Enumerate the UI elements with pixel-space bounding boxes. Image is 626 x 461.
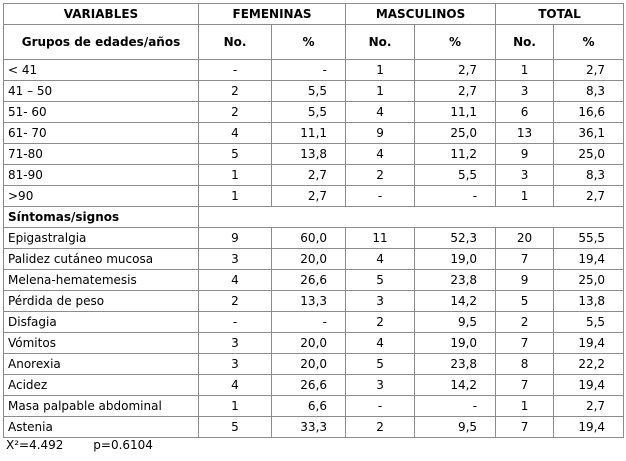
female-percent: 33,3 xyxy=(272,417,346,438)
female-count: 1 xyxy=(199,165,272,186)
symptom-body xyxy=(4,228,624,438)
section-body xyxy=(4,207,624,228)
male-count: 4 xyxy=(346,249,415,270)
total-count: 1 xyxy=(496,396,554,417)
row-label: Masa palpable abdominal xyxy=(4,396,199,417)
male-percent: 2,7 xyxy=(415,60,496,81)
section-gap xyxy=(199,207,624,228)
male-percent: 23,8 xyxy=(415,354,496,375)
female-count: 5 xyxy=(199,144,272,165)
data-table xyxy=(3,3,624,438)
male-percent: - xyxy=(415,396,496,417)
header-age-group: Grupos de edades/años xyxy=(4,25,199,60)
total-percent: 22,2 xyxy=(554,354,624,375)
total-count: 3 xyxy=(496,81,554,102)
total-percent: 36,1 xyxy=(554,123,624,144)
female-percent: 26,6 xyxy=(272,270,346,291)
female-count: - xyxy=(199,312,272,333)
male-count: 1 xyxy=(346,81,415,102)
section-label: Síntomas/signos xyxy=(4,207,199,228)
total-percent: 2,7 xyxy=(554,60,624,81)
row-label: < 41 xyxy=(4,60,199,81)
total-percent: 19,4 xyxy=(554,375,624,396)
female-count: 1 xyxy=(199,186,272,207)
row-label: >90 xyxy=(4,186,199,207)
female-percent: 2,7 xyxy=(272,165,346,186)
female-count: 3 xyxy=(199,354,272,375)
female-count: 3 xyxy=(199,333,272,354)
header-masculinos: MASCULINOS xyxy=(346,4,496,25)
male-count: 2 xyxy=(346,312,415,333)
total-count: 3 xyxy=(496,165,554,186)
section-row xyxy=(4,207,624,228)
male-count: 4 xyxy=(346,333,415,354)
table-row xyxy=(4,417,624,438)
male-count: 2 xyxy=(346,417,415,438)
female-count: 2 xyxy=(199,81,272,102)
male-percent: 52,3 xyxy=(415,228,496,249)
total-count: 8 xyxy=(496,354,554,375)
table-row xyxy=(4,375,624,396)
total-percent: 55,5 xyxy=(554,228,624,249)
table-row xyxy=(4,81,624,102)
female-count: 2 xyxy=(199,291,272,312)
total-count: 1 xyxy=(496,186,554,207)
female-percent: 60,0 xyxy=(272,228,346,249)
chi-square-value: X²=4.492 xyxy=(6,438,64,452)
female-percent: 13,3 xyxy=(272,291,346,312)
table-row xyxy=(4,60,624,81)
row-label: Disfagia xyxy=(4,312,199,333)
total-percent: 2,7 xyxy=(554,396,624,417)
male-percent: - xyxy=(415,186,496,207)
female-count: 2 xyxy=(199,102,272,123)
header-m-no: No. xyxy=(346,25,415,60)
table-row xyxy=(4,102,624,123)
total-count: 7 xyxy=(496,249,554,270)
total-count: 13 xyxy=(496,123,554,144)
table-row xyxy=(4,291,624,312)
row-label: Vómitos xyxy=(4,333,199,354)
female-percent: 13,8 xyxy=(272,144,346,165)
female-percent: 20,0 xyxy=(272,354,346,375)
table-row xyxy=(4,165,624,186)
male-percent: 23,8 xyxy=(415,270,496,291)
table-row xyxy=(4,312,624,333)
male-count: 3 xyxy=(346,375,415,396)
total-count: 9 xyxy=(496,270,554,291)
header-m-pct: % xyxy=(415,25,496,60)
table-row xyxy=(4,270,624,291)
header-f-pct: % xyxy=(272,25,346,60)
header-t-pct: % xyxy=(554,25,624,60)
female-count: 4 xyxy=(199,270,272,291)
total-percent: 25,0 xyxy=(554,270,624,291)
female-percent: - xyxy=(272,60,346,81)
male-percent: 2,7 xyxy=(415,81,496,102)
total-count: 2 xyxy=(496,312,554,333)
male-percent: 19,0 xyxy=(415,333,496,354)
male-count: - xyxy=(346,396,415,417)
total-percent: 5,5 xyxy=(554,312,624,333)
female-percent: 5,5 xyxy=(272,81,346,102)
total-percent: 19,4 xyxy=(554,417,624,438)
female-count: 1 xyxy=(199,396,272,417)
header-t-no: No. xyxy=(496,25,554,60)
male-percent: 19,0 xyxy=(415,249,496,270)
female-percent: 20,0 xyxy=(272,249,346,270)
age-group-body xyxy=(4,60,624,207)
total-percent: 16,6 xyxy=(554,102,624,123)
header-f-no: No. xyxy=(199,25,272,60)
male-percent: 11,2 xyxy=(415,144,496,165)
table-row xyxy=(4,144,624,165)
male-count: - xyxy=(346,186,415,207)
male-percent: 9,5 xyxy=(415,312,496,333)
header-row-groups xyxy=(4,4,624,25)
row-label: Palidez cutáneo mucosa xyxy=(4,249,199,270)
table-row xyxy=(4,354,624,375)
male-percent: 25,0 xyxy=(415,123,496,144)
female-count: 9 xyxy=(199,228,272,249)
header-total: TOTAL xyxy=(496,4,624,25)
total-percent: 8,3 xyxy=(554,165,624,186)
row-label: Anorexia xyxy=(4,354,199,375)
female-percent: 6,6 xyxy=(272,396,346,417)
female-count: 4 xyxy=(199,123,272,144)
stats-footer xyxy=(6,438,179,452)
male-count: 3 xyxy=(346,291,415,312)
table-row xyxy=(4,228,624,249)
total-percent: 19,4 xyxy=(554,333,624,354)
male-percent: 11,1 xyxy=(415,102,496,123)
table-row xyxy=(4,249,624,270)
male-count: 1 xyxy=(346,60,415,81)
row-label: 71-80 xyxy=(4,144,199,165)
total-count: 7 xyxy=(496,375,554,396)
table-row xyxy=(4,333,624,354)
table-row xyxy=(4,396,624,417)
female-percent: - xyxy=(272,312,346,333)
female-count: - xyxy=(199,60,272,81)
female-percent: 11,1 xyxy=(272,123,346,144)
row-label: 41 – 50 xyxy=(4,81,199,102)
row-label: Pérdida de peso xyxy=(4,291,199,312)
header-row-columns xyxy=(4,25,624,60)
total-percent: 8,3 xyxy=(554,81,624,102)
row-label: Melena-hematemesis xyxy=(4,270,199,291)
p-value: p=0.6104 xyxy=(93,438,153,452)
total-count: 1 xyxy=(496,60,554,81)
male-percent: 9,5 xyxy=(415,417,496,438)
total-percent: 25,0 xyxy=(554,144,624,165)
row-label: 51- 60 xyxy=(4,102,199,123)
total-count: 20 xyxy=(496,228,554,249)
total-percent: 19,4 xyxy=(554,249,624,270)
total-count: 5 xyxy=(496,291,554,312)
male-percent: 5,5 xyxy=(415,165,496,186)
male-count: 5 xyxy=(346,354,415,375)
table-row xyxy=(4,186,624,207)
male-count: 4 xyxy=(346,144,415,165)
row-label: Astenia xyxy=(4,417,199,438)
female-count: 3 xyxy=(199,249,272,270)
total-count: 6 xyxy=(496,102,554,123)
total-count: 7 xyxy=(496,333,554,354)
row-label: Epigastralgia xyxy=(4,228,199,249)
header-femeninas: FEMENINAS xyxy=(199,4,346,25)
row-label: 81-90 xyxy=(4,165,199,186)
male-count: 4 xyxy=(346,102,415,123)
table-row xyxy=(4,123,624,144)
female-percent: 20,0 xyxy=(272,333,346,354)
female-percent: 26,6 xyxy=(272,375,346,396)
male-count: 9 xyxy=(346,123,415,144)
male-count: 11 xyxy=(346,228,415,249)
total-count: 7 xyxy=(496,417,554,438)
male-count: 2 xyxy=(346,165,415,186)
female-count: 4 xyxy=(199,375,272,396)
male-count: 5 xyxy=(346,270,415,291)
header-variables: VARIABLES xyxy=(4,4,199,25)
row-label: Acidez xyxy=(4,375,199,396)
total-percent: 13,8 xyxy=(554,291,624,312)
data-table-container xyxy=(3,3,623,438)
male-percent: 14,2 xyxy=(415,375,496,396)
female-count: 5 xyxy=(199,417,272,438)
female-percent: 5,5 xyxy=(272,102,346,123)
male-percent: 14,2 xyxy=(415,291,496,312)
total-percent: 2,7 xyxy=(554,186,624,207)
row-label: 61- 70 xyxy=(4,123,199,144)
total-count: 9 xyxy=(496,144,554,165)
female-percent: 2,7 xyxy=(272,186,346,207)
